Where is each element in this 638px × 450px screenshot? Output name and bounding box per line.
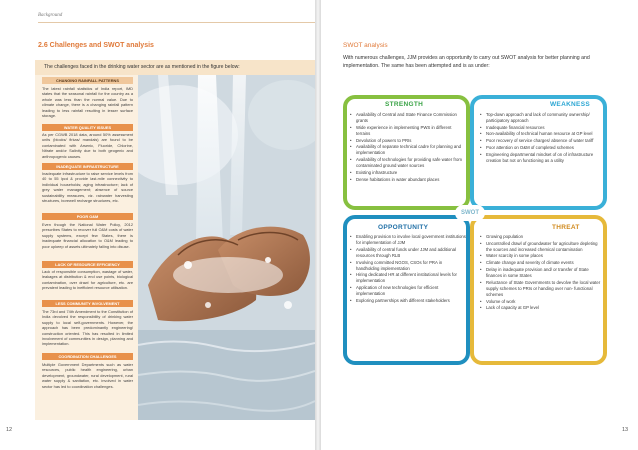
weakness-item: • Poor attention on O&M of completed schemes <box>480 145 602 151</box>
threat-item: • Volume of work <box>480 299 602 305</box>
weakness-item: • Top-down approach and lack of community ownership/ participatory approach <box>480 112 602 124</box>
threat-item: • Growing population <box>480 234 602 240</box>
strength-item: • Availability of Central and State Finance Commission grants <box>350 112 466 124</box>
opportunity-item: • Enabling provision to involve local government institutions for implementation of JJM <box>350 234 466 246</box>
weakness-item: • Non-availability of technical human resource at GP level <box>480 131 602 137</box>
opportunity-item: • Application of new technologies for efficient implementation <box>350 285 466 297</box>
challenge-heading: INADEQUATE INFRASTRUCTURE <box>42 163 133 170</box>
swot-center-label: SWOT <box>455 205 485 221</box>
weakness-heading: WEAKNESS <box>550 101 590 108</box>
challenge-heading: POOR O&M <box>42 213 133 220</box>
opportunity-item: • Involving committed NGOS, CSOs for PRA in handholding implementation <box>350 260 466 272</box>
weakness-item: • Poor recovery of service charges/ absence of water tariff <box>480 138 602 144</box>
strength-item: • Availability of technologies for providing safe water from contaminated ground water sources <box>350 157 466 169</box>
weakness-item: • Inadequate financial resources <box>480 125 602 131</box>
strength-item: • Existing infrastructure <box>350 170 466 176</box>
threat-heading: THREAT <box>552 224 580 231</box>
swot-title: SWOT analysis <box>343 42 388 49</box>
page-number-left: 12 <box>6 427 13 433</box>
threat-item: • Delay in inadequate provision and/ or transfer of State finances in some States <box>480 267 602 279</box>
challenge-heading: CHANGING RAINFALL PATTERNS <box>42 77 133 84</box>
threat-item: • Water scarcity in some places <box>480 253 602 259</box>
strength-item: • Wide experience in implementing PWS in different terrains <box>350 125 466 137</box>
challenge-heading: COORDINATION CHALLENGES <box>42 353 133 360</box>
opportunity-heading: OPPORTUNITY <box>378 224 429 231</box>
running-head: Background <box>38 13 63 18</box>
strength-item: • Dense habitations in water abundant places <box>350 177 466 183</box>
challenge-text: Lack of responsible consumption, wastage of water, leakages at distribution & end use points, biological contamination, over drawl for agriculture, etc. are prevalent leading to inefficient resource utilisation. <box>42 269 133 291</box>
swot-intro: With numerous challenges, JJM provides an opportunity to carry out SWOT analysis for better planning and implementation. The same has been attempted and is as under: <box>343 55 590 69</box>
threat-item: • Reluctance of State Governments to devolve the local water supply schemes to PRIs or handing over non- functional schemes <box>480 280 602 298</box>
threat-list <box>480 234 602 312</box>
challenge-text: Multiple Government Departments such as water resources, public health engineering, urban development, groundwater, rural development, rural water supply & sanitation, etc. involved in water sector has led to coordination challenges. <box>42 362 133 389</box>
challenge-text: The latest rainfall statistics of India report, IMD states that the seasonal rainfall for the country as a whole was less than the normal value. Due to climate change, there is a changing rainfall pattern leading to less rainfall resulting in lesser surface storage. <box>42 86 133 119</box>
challenge-heading: LACK OF RESOURCE EFFICIENCY <box>42 261 133 268</box>
challenge-heading: LESS COMMUNITY INVOLVEMENT <box>42 300 133 307</box>
intro-text: The challenges faced in the drinking water sector are as mentioned in the figure below: <box>44 64 240 70</box>
opportunity-item: • Hiring dedicated HR at different institutional levels for implementation <box>350 272 466 284</box>
threat-item: • Climate change and severity of climate events <box>480 260 602 266</box>
challenge-text: As per CGWB 2018 data, around 50% assessment units (blocks/ firkas/ mandals) are found to be contaminated with Arsenic, Fluoride, Chlorine, Nitrate and/or Salinity due to both geogenic and anthropogenic causes. <box>42 132 133 159</box>
hands-water-photo <box>138 75 315 420</box>
water-splash-illustration <box>138 75 315 420</box>
strength-item: • Devolution of powers to PRIs <box>350 138 466 144</box>
challenge-text: Inadequate infrastructure to raise service levels from 40 to 55 lpcd & provide last-mile connectivity to individual households; aging infrastructure; lack of grey water management; absence of source sustainability measures, viz. rainwater harvesting structures, borewell recharge structures, etc. <box>42 171 133 204</box>
opportunity-item: • Exploring partnerships with different stakeholders <box>350 298 466 304</box>
challenge-heading: WATER QUALITY ISSUES <box>42 124 133 131</box>
page-number-right: 13 <box>622 427 629 433</box>
challenge-text: The 73rd and 74th Amendment to the Constitution of India devolved the responsibility of drinking water supply to local self-governments. However, the approach has been predominantly engineering/ construction oriented. This has resulted in limited involvement of communities in design, planning and implementation. <box>42 309 133 347</box>
strength-item: • Availability of separate technical cadre for planning and implementation <box>350 144 466 156</box>
weakness-list <box>480 112 602 164</box>
strength-list <box>350 112 466 183</box>
strength-heading: STRENGTH <box>385 101 424 108</box>
threat-item: • Lack of capacity at GP level <box>480 305 602 311</box>
section-title: 2.6 Challenges and SWOT analysis <box>38 42 154 49</box>
opportunity-item: • Availability of central funds under JJM and additional resources through RLB <box>350 247 466 259</box>
challenge-text: Even though the National Water Policy, 2012 prescribes States to recover full O&M costs of water supply systems, except few States, there is inadequate financial allocation to O&M leading to poor upkeep of assets ultimately falling into disuse. <box>42 222 133 249</box>
threat-item: • Uncontrolled drawl of groundwater for agriculture depleting the sources and increased chemical contamination <box>480 241 602 253</box>
header-rule <box>38 22 315 23</box>
opportunity-list <box>350 234 466 305</box>
weakness-item: • Engineering departmental mindset of on of infrastructure creation but not on functioning as a utility <box>480 152 602 164</box>
